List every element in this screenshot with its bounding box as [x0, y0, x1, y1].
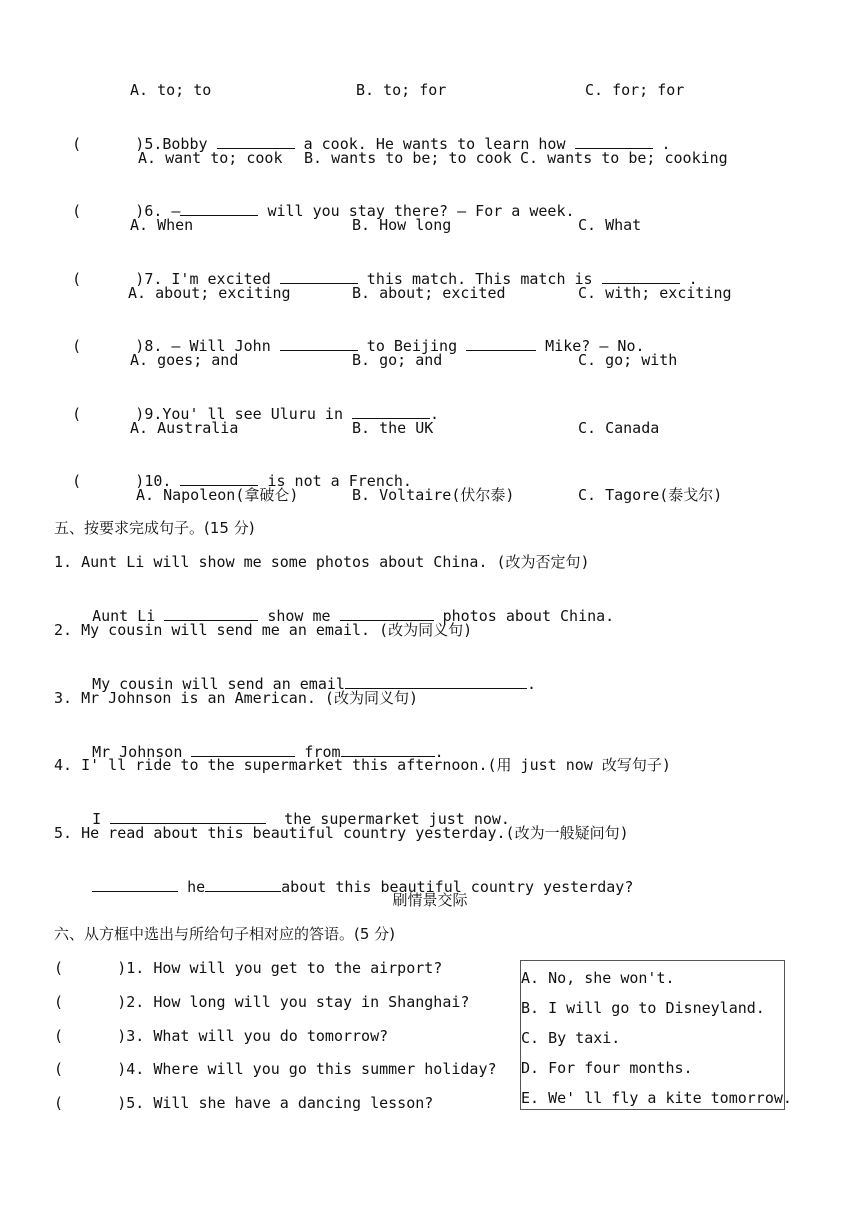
question-number: 6. — [144, 202, 163, 220]
answer-option-d: D. For four months. — [521, 1059, 693, 1077]
question-text: . — [652, 135, 671, 153]
question-text: I'm excited — [171, 270, 280, 288]
answer-paren: ( ) — [54, 1060, 127, 1078]
question-text: — — [171, 202, 181, 220]
answer-text: from — [295, 743, 341, 761]
q6-option-c: C. What — [578, 216, 642, 234]
q9-option-b: B. the UK — [352, 419, 434, 437]
answer-paren: ( ) — [54, 1027, 127, 1045]
question-number: 8. — [144, 337, 163, 355]
q5-option-b: B. wants to be; to cook — [304, 149, 512, 167]
answer-blank[interactable] — [180, 471, 258, 486]
answer-blank[interactable] — [345, 674, 527, 689]
section-6-title: 六、从方框中选出与所给句子相对应的答语。(5 分) — [54, 925, 396, 943]
q4-option-b: B. to; for — [356, 81, 447, 99]
answer-blank[interactable] — [575, 134, 653, 149]
question-text: Bobby — [162, 135, 217, 153]
answer-blank[interactable] — [280, 269, 358, 284]
q5-option-c: C. wants to be; cooking — [520, 149, 728, 167]
answer-blank[interactable] — [340, 606, 434, 621]
answer-paren: ( ) — [72, 405, 145, 423]
answer-blank[interactable] — [217, 134, 295, 149]
answer-paren: ( ) — [72, 337, 145, 355]
s6-question-3 — [54, 1026, 388, 1046]
question-text: 3. What will you do tomorrow? — [126, 1027, 389, 1045]
answer-text: he — [178, 878, 206, 896]
s5-answer-1 — [74, 586, 615, 625]
q9-option-a: A. Australia — [130, 419, 239, 437]
q10-option-a: A. Napoleon(拿破仑) — [136, 486, 299, 504]
q4-option-c: C. for; for — [585, 81, 685, 99]
answer-text: . — [526, 675, 536, 693]
question-text: 2. How long will you stay in Shanghai? — [126, 993, 470, 1011]
s5-question-5: 5. He read about this beautiful country yesterday.(改为一般疑问句) — [54, 824, 629, 842]
s5-answer-5 — [74, 857, 634, 896]
question-7 — [54, 249, 698, 288]
question-9 — [54, 384, 440, 423]
q8-option-c: C. go; with — [578, 351, 678, 369]
answer-text: photos about China. — [433, 607, 615, 625]
s6-question-5 — [54, 1093, 433, 1113]
question-number: 7. — [144, 270, 163, 288]
question-text: will you stay there? — For a week. — [258, 202, 575, 220]
question-text: You' ll see Uluru in — [162, 405, 353, 423]
section-5-title: 五、按要求完成句子。(15 分) — [54, 519, 255, 537]
question-text: — Will John — [171, 337, 280, 355]
s5-answer-4 — [74, 789, 510, 828]
q10-option-b: B. Voltaire(伏尔泰) — [352, 486, 515, 504]
answer-blank[interactable] — [466, 336, 536, 351]
answer-paren: ( ) — [72, 135, 145, 153]
answer-paren: ( ) — [72, 202, 145, 220]
answer-text: I — [92, 810, 111, 828]
answer-blank[interactable] — [280, 336, 358, 351]
answer-option-a: A. No, she won't. — [521, 969, 675, 987]
answer-text: Aunt Li — [92, 607, 165, 625]
question-text: is not a French. — [258, 472, 412, 490]
s5-answer-2 — [74, 654, 536, 693]
q6-option-b: B. How long — [352, 216, 452, 234]
answer-paren: ( ) — [72, 270, 145, 288]
question-text: 5. Will she have a dancing lesson? — [126, 1094, 434, 1112]
question-text: 1. How will you get to the airport? — [126, 959, 443, 977]
answer-blank[interactable] — [110, 809, 266, 824]
s5-question-2: 2. My cousin will send me an email. (改为同义句) — [54, 621, 473, 639]
answer-option-e: E. We' ll fly a kite tomorrow. — [521, 1089, 792, 1107]
question-text: . — [679, 270, 698, 288]
answer-text: Mr Johnson — [92, 743, 192, 761]
s5-question-4: 4. I' ll ride to the supermarket this afternoon.(用 just now 改写句子) — [54, 756, 671, 774]
section-heading: 刷情景交际 — [392, 891, 468, 909]
answer-paren: ( ) — [54, 993, 127, 1011]
s5-question-3: 3. Mr Johnson is an American. (改为同义句) — [54, 689, 418, 707]
question-10 — [54, 451, 412, 490]
answer-paren: ( ) — [54, 959, 127, 977]
answer-paren: ( ) — [72, 472, 145, 490]
answer-option-c: C. By taxi. — [521, 1029, 621, 1047]
answer-box — [520, 960, 792, 1110]
answer-text: My cousin will send an email — [92, 675, 345, 693]
q5-option-a: A. want to; cook — [138, 149, 283, 167]
s5-answer-3 — [74, 722, 444, 761]
question-number: 10. — [144, 472, 172, 490]
q7-option-b: B. about; excited — [352, 284, 506, 302]
answer-option-b: B. I will go to Disneyland. — [521, 999, 765, 1017]
question-6 — [54, 181, 575, 220]
q7-option-c: C. with; exciting — [578, 284, 732, 302]
s6-question-2 — [54, 992, 469, 1012]
question-text: a cook. He wants to learn how — [294, 135, 575, 153]
question-number: 9. — [144, 405, 163, 423]
q10-option-c: C. Tagore(泰戈尔) — [578, 486, 723, 504]
q4-option-a: A. to; to — [130, 81, 212, 99]
q8-option-a: A. goes; and — [130, 351, 239, 369]
question-number: 5. — [144, 135, 163, 153]
answer-blank[interactable] — [602, 269, 680, 284]
question-text: . — [430, 405, 440, 423]
s5-question-1: 1. Aunt Li will show me some photos about China. (改为否定句) — [54, 553, 590, 571]
question-text: this match. This match is — [357, 270, 602, 288]
question-text: 4. Where will you go this summer holiday? — [126, 1060, 497, 1078]
answer-text: about this beautiful country yesterday? — [281, 878, 634, 896]
answer-text: . — [434, 743, 444, 761]
answer-blank[interactable] — [164, 606, 258, 621]
question-text: to Beijing — [357, 337, 467, 355]
question-8 — [54, 316, 645, 355]
s6-question-4 — [54, 1059, 497, 1079]
answer-text: show me — [258, 607, 340, 625]
answer-text: the supermarket just now. — [275, 810, 510, 828]
s6-question-1 — [54, 958, 442, 978]
q9-option-c: C. Canada — [578, 419, 660, 437]
answer-paren: ( ) — [54, 1094, 127, 1112]
question-text: Mike? — No. — [536, 337, 645, 355]
question-5 — [54, 114, 671, 153]
q7-option-a: A. about; exciting — [128, 284, 291, 302]
answer-blank[interactable] — [180, 201, 258, 216]
q6-option-a: A. When — [130, 216, 194, 234]
answer-blank[interactable] — [352, 404, 430, 419]
q8-option-b: B. go; and — [352, 351, 443, 369]
